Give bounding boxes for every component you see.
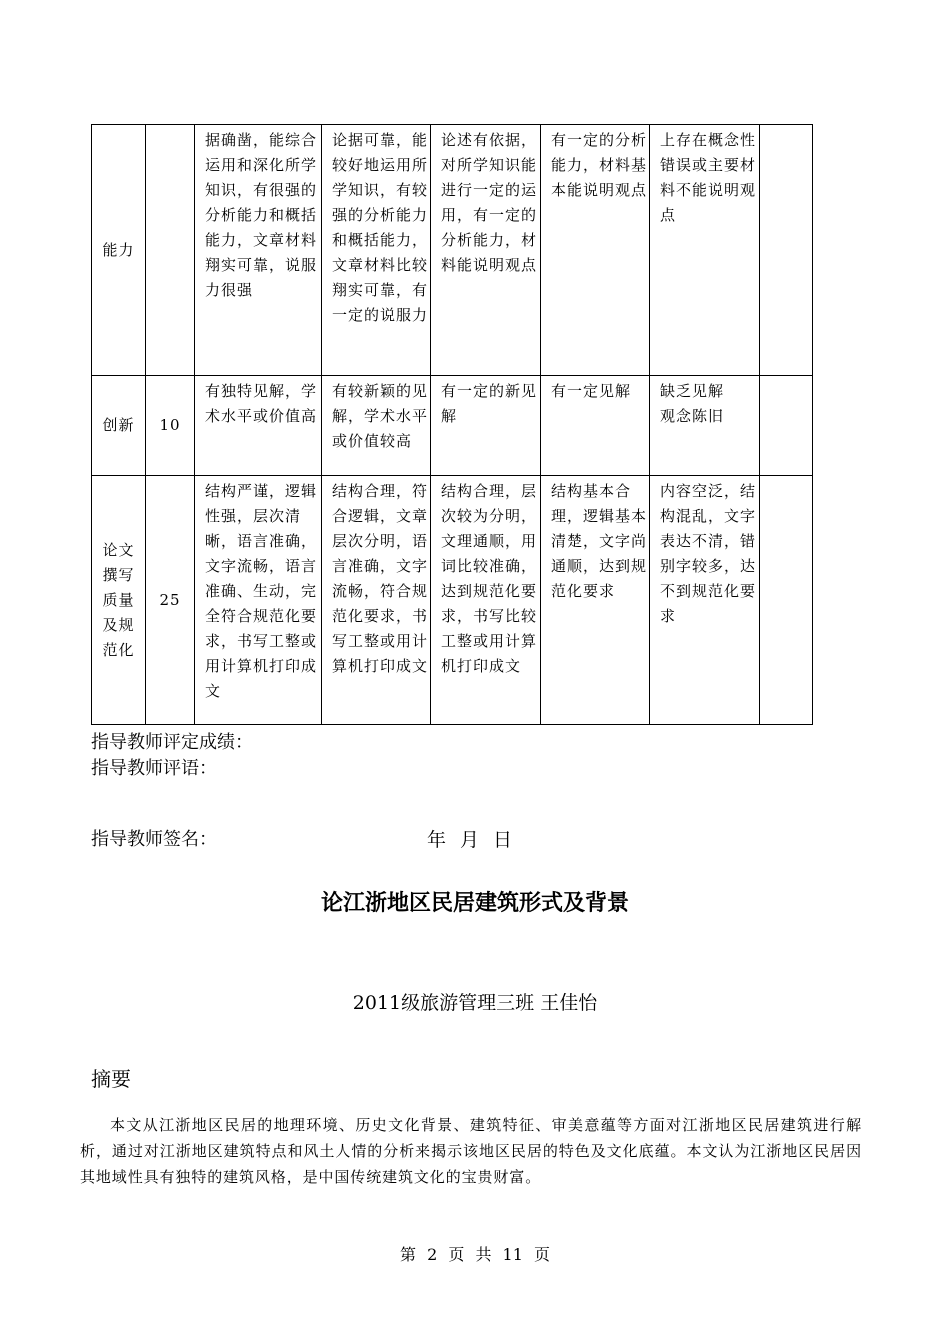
score-cell: [760, 125, 813, 376]
level-medium-cell: 论述有依据，对所学知识能进行一定的运用，有一定的分析能力，材料能说明观点: [431, 125, 541, 376]
level-excellent-cell: 有独特见解，学术水平或价值高: [195, 376, 322, 476]
criterion-cell: 论文撰写质量及规范化: [92, 476, 146, 725]
author-line: 2011级旅游管理三班 王佳怡: [352, 992, 598, 1014]
abstract-heading: 摘要: [91, 1067, 131, 1091]
level-good-cell: 有较新颖的见解，学术水平或价值较高: [322, 376, 431, 476]
criterion-cell: 能力: [92, 125, 146, 376]
weight-cell: [146, 125, 195, 376]
level-medium-cell: 结构合理，层次较为分明，文理通顺，用词比较准确，达到规范化要求，书写比较工整或用计算机打印成文: [431, 476, 541, 725]
weight-cell: 10: [146, 376, 195, 476]
level-excellent-cell: 结构严谨，逻辑性强，层次清晰，语言准确，文字流畅，语言准确、生动，完全符合规范化要求，书写工整或用计算机打印成文: [195, 476, 322, 725]
teacher-grade-label: 指导教师评定成绩：: [91, 732, 253, 753]
score-cell: [760, 376, 813, 476]
level-excellent-cell: 据确凿，能综合运用和深化所学知识，有很强的分析能力和概括能力，文章材料翔实可靠，说服力很强: [195, 125, 322, 376]
level-fail-cell: 内容空泛，结构混乱，文字表达不清，错别字较多，达不到规范化要求: [650, 476, 760, 725]
paper-title: 论江浙地区民居建筑形式及背景: [320, 891, 629, 916]
criterion-cell: 创新: [92, 376, 146, 476]
score-cell: [760, 476, 813, 725]
rubric-row-writing-quality: [92, 476, 813, 725]
abstract-body: 本文从江浙地区民居的地理环境、历史文化背景、建筑特征、审美意蕴等方面对江浙地区民居建筑进行解析，通过对江浙地区建筑特点和风土人情的分析来揭示该地区民居的特色及文化底蕴。本文认为江浙地区民居因其地域性具有独特的建筑风格，是中国传统建筑文化的宝贵财富。: [80, 1116, 862, 1186]
rubric-row-innovation: [92, 376, 813, 476]
level-pass-cell: 有一定的分析能力，材料基本能说明观点: [541, 125, 650, 376]
level-medium-cell: 有一定的新见解: [431, 376, 541, 476]
page-number-footer: 第 2 页 共 11 页: [400, 1245, 550, 1264]
level-pass-cell: 结构基本合理，逻辑基本清楚，文字尚通顺，达到规范化要求: [541, 476, 650, 725]
weight-cell: 25: [146, 476, 195, 725]
signature-date: [427, 825, 526, 852]
level-good-cell: 论据可靠，能较好地运用所学知识，有较强的分析能力和概括能力，文章材料比较翔实可靠，有一定的说服力: [322, 125, 431, 376]
rubric-row-ability: [92, 125, 813, 376]
teacher-comment-label: 指导教师评语：: [91, 758, 217, 779]
date-month-label: 月: [460, 829, 480, 851]
date-year-label: 年: [427, 829, 447, 851]
level-fail-cell: 缺乏见解 观念陈旧: [650, 376, 760, 476]
date-day-label: 日: [493, 829, 513, 851]
teacher-signature-label: 指导教师签名：: [91, 829, 217, 850]
level-good-cell: 结构合理，符合逻辑，文章层次分明，语言准确，文字流畅，符合规范化要求，书写工整或用计算机打印成文: [322, 476, 431, 725]
level-pass-cell: 有一定见解: [541, 376, 650, 476]
level-fail-cell: 上存在概念性错误或主要材料不能说明观点: [650, 125, 760, 376]
grading-rubric-table: [91, 124, 813, 725]
